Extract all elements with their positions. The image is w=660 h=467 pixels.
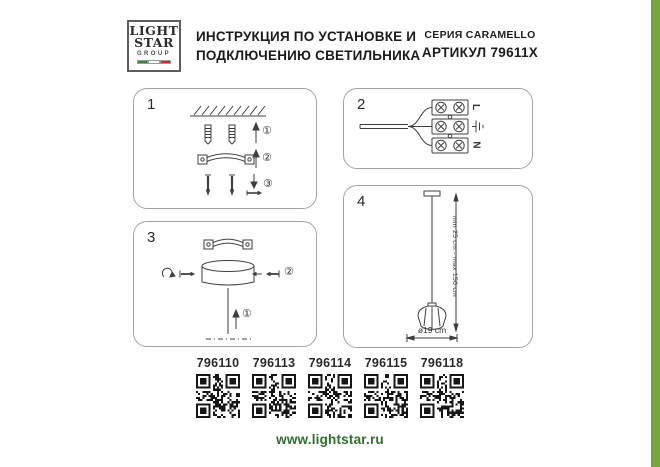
- italy-flag-icon: [137, 60, 171, 64]
- lightstar-logo: [127, 20, 181, 72]
- step-1-badge: ①: [242, 307, 252, 320]
- product-column: [419, 356, 465, 418]
- qr-code: [420, 374, 464, 418]
- product-code: 796118: [420, 356, 464, 370]
- step-2-badge: ②: [284, 265, 294, 278]
- canopy-assembly-drawing: [134, 222, 316, 346]
- panel-step-1: [133, 88, 317, 209]
- height-range-dimension: min 25 cm - max 150 cm: [451, 216, 458, 298]
- qr-code: [196, 374, 240, 418]
- logo-word-light: LIGHT: [129, 23, 179, 38]
- title-line-2: ПОДКЛЮЧЕНИЮ СВЕТИЛЬНИКА: [196, 48, 421, 63]
- panel-2-number: 2: [357, 96, 366, 113]
- product-code: 796110: [196, 356, 240, 370]
- diameter-dimension: ø19 cm: [417, 325, 447, 335]
- step-3-badge: ③: [263, 177, 273, 190]
- earth-symbol: [472, 121, 483, 133]
- page-title: [196, 27, 420, 65]
- product-column: [307, 356, 353, 418]
- title-line-1: ИНСТРУКЦИЯ ПО УСТАНОВКЕ И: [196, 29, 417, 44]
- terminal-label-live: L: [470, 103, 482, 111]
- product-code: 796114: [308, 356, 352, 370]
- qr-code: [252, 374, 296, 418]
- product-column: [251, 356, 297, 418]
- mounting-hardware-drawing: [134, 89, 316, 208]
- qr-code: [364, 374, 408, 418]
- panel-step-2: [343, 88, 533, 169]
- series-label: СЕРИЯ CARAMELLO: [424, 29, 536, 41]
- product-codes-row: [0, 356, 660, 418]
- panel-3-number: 3: [147, 229, 156, 246]
- product-code: 796113: [252, 356, 296, 370]
- terminal-label-neutral: N: [470, 141, 482, 149]
- logo-word-star: STAR: [134, 35, 174, 50]
- panel-1-number: 1: [147, 96, 156, 113]
- product-column: [195, 356, 241, 418]
- website-url: www.lightstar.ru: [276, 432, 384, 447]
- series-article-block: [418, 29, 542, 60]
- pendant-dimensions-drawing: [344, 186, 532, 347]
- panel-step-4: [343, 185, 533, 348]
- logo-word-group: GROUP: [136, 51, 171, 57]
- product-column: [363, 356, 409, 418]
- step-2-badge: ②: [262, 151, 272, 164]
- article-label: АРТИКУЛ 79611X: [421, 45, 539, 60]
- wiring-diagram-drawing: [344, 89, 532, 168]
- panel-4-number: 4: [357, 193, 366, 210]
- qr-code: [308, 374, 352, 418]
- product-code: 796115: [364, 356, 408, 370]
- panel-step-3: [133, 221, 317, 347]
- step-1-badge: ①: [262, 124, 272, 137]
